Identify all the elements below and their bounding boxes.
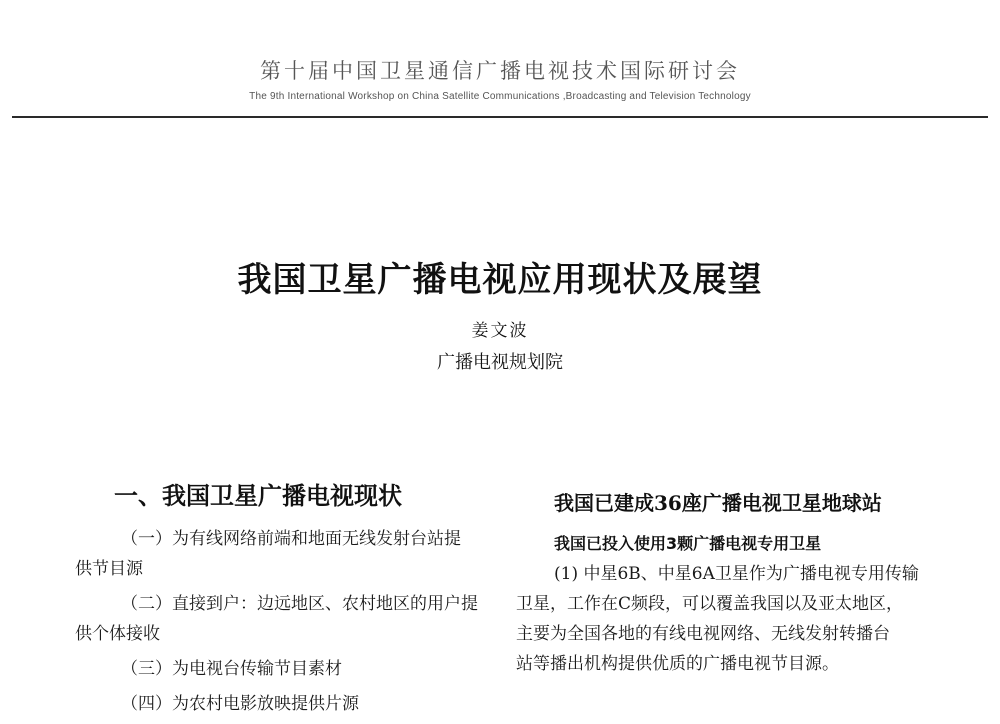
list-item [75, 589, 495, 649]
paragraph [516, 559, 956, 679]
text-line: 供个体接收 [75, 624, 160, 644]
header-divider [12, 116, 988, 118]
text-line: 站等播出机构提供优质的广播电视节目源。 [516, 654, 839, 674]
text-line: 主要为全国各地的有线电视网络、无线发射转播台 [516, 624, 890, 644]
text-line: （二）直接到户：边远地区、农村地区的用户提 [121, 594, 478, 614]
paper-title: 我国卫星广播电视应用现状及展望 [237, 260, 763, 300]
section-heading: 一、我国卫星广播电视现状 [114, 482, 402, 510]
conference-title: 第十届中国卫星通信广播电视技术国际研讨会 [260, 59, 740, 83]
author-name: 姜文波 [471, 321, 529, 341]
list-item [75, 654, 495, 684]
left-column-body [75, 524, 495, 724]
author-affiliation: 广播电视规划院 [437, 352, 563, 373]
text-line: （四）为农村电影放映提供片源 [121, 694, 359, 714]
text-line: （三）为电视台传输节目素材 [121, 659, 342, 679]
text-line: 卫星，工作在C频段，可以覆盖我国以及亚太地区， [516, 594, 904, 614]
right-column-body [516, 559, 956, 684]
text-line: (1) 中星6B、中星6A卫星作为广播电视专用传输 [554, 564, 919, 584]
list-item [75, 689, 495, 719]
text-line: （一）为有线网络前端和地面无线发射台站提 [121, 529, 461, 549]
conference-subtitle: The 9th International Workshop on China Satellite Communications ,Broadcasting and Television Technology [249, 91, 751, 102]
right-column-subheading: 我国已投入使用3颗广播电视专用卫星 [554, 534, 822, 553]
list-item [75, 524, 495, 584]
right-column-heading: 我国已建成36座广播电视卫星地球站 [554, 491, 882, 515]
text-line: 供节目源 [75, 559, 143, 579]
